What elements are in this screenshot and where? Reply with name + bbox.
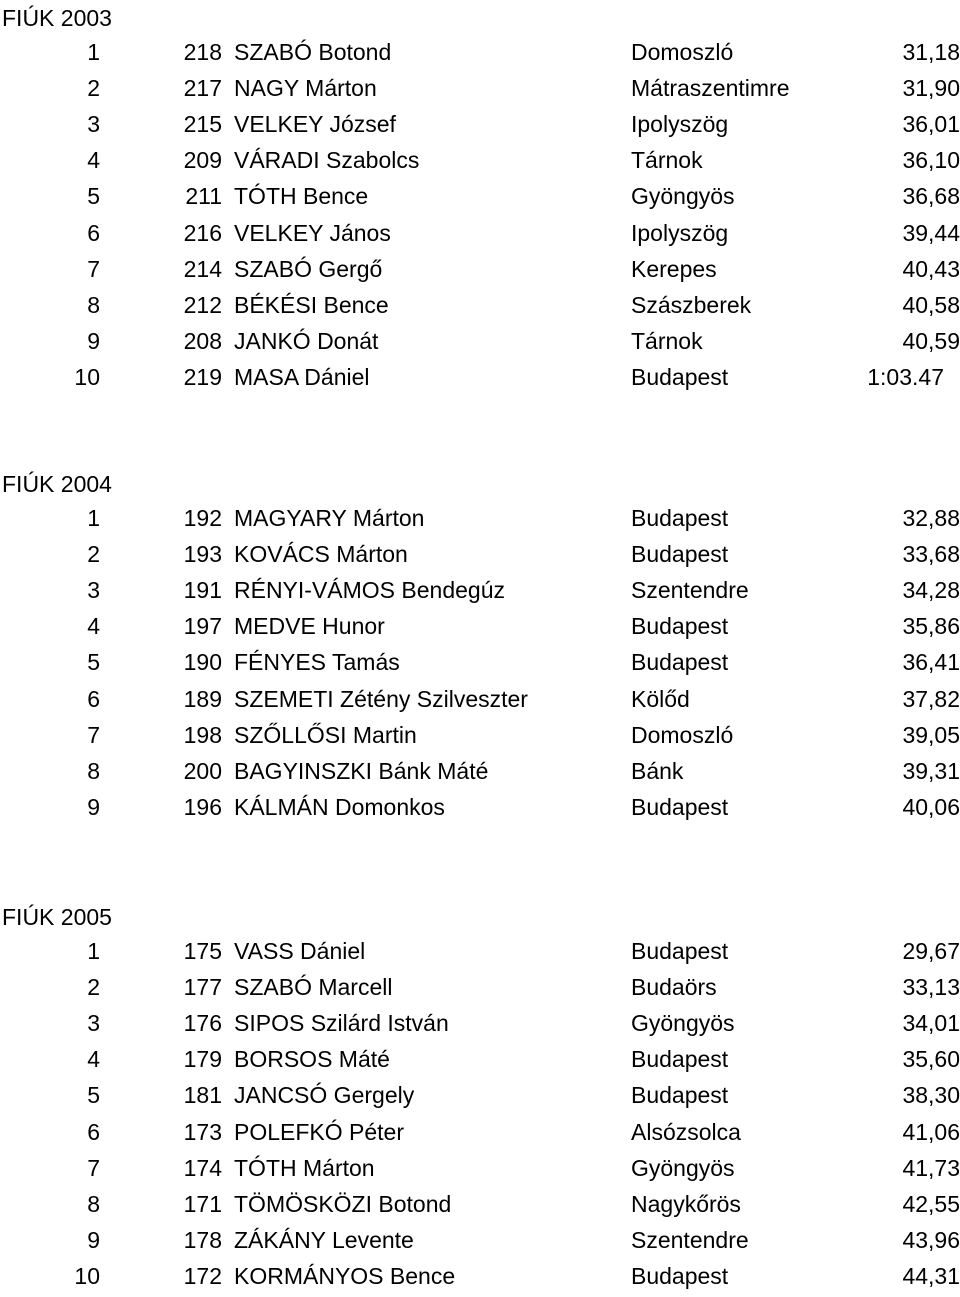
town-cell: Szentendre — [631, 577, 749, 604]
rank-cell: 8 — [87, 291, 100, 318]
bib-number-cell: 214 — [183, 255, 222, 282]
town-cell: Budapest — [631, 793, 729, 820]
town-cell: Nagykőrös — [631, 1190, 741, 1217]
town-cell: Gyöngyös — [631, 1010, 735, 1037]
result-row — [0, 789, 960, 825]
time-cell: 41,06 — [902, 1118, 960, 1145]
section-title: FIÚK 2003 — [2, 5, 112, 31]
athlete-name-cell: TÓTH Bence — [234, 183, 369, 210]
bib-number-cell: 208 — [183, 327, 222, 354]
result-row — [0, 1222, 960, 1258]
athlete-name-cell: KÁLMÁN Domonkos — [234, 793, 445, 820]
section-title: FIÚK 2005 — [2, 904, 112, 930]
time-cell: 34,01 — [902, 1010, 960, 1037]
rank-cell: 6 — [87, 685, 100, 712]
town-cell: Szászberek — [631, 291, 752, 318]
result-row — [0, 142, 960, 178]
town-cell: Budapest — [631, 613, 729, 640]
result-row — [0, 106, 960, 142]
rank-cell: 8 — [87, 1190, 100, 1217]
town-cell: Budapest — [631, 938, 729, 964]
bib-number-cell: 196 — [183, 793, 222, 820]
athlete-name-cell: BORSOS Máté — [234, 1046, 390, 1073]
rank-cell: 1 — [87, 39, 100, 65]
result-row — [0, 251, 960, 287]
result-row — [0, 1005, 960, 1041]
athlete-name-cell: ZÁKÁNY Levente — [234, 1226, 414, 1253]
time-cell: 36,10 — [902, 147, 960, 174]
bib-number-cell: 179 — [183, 1046, 222, 1073]
result-row — [0, 1041, 960, 1077]
bib-number-cell: 192 — [183, 505, 222, 531]
town-cell: Ipolyszög — [631, 111, 729, 138]
result-row — [0, 500, 960, 536]
time-cell: 39,31 — [902, 757, 960, 784]
rank-cell: 2 — [87, 541, 100, 568]
town-cell: Domoszló — [631, 721, 734, 748]
time-cell: 31,18 — [902, 39, 960, 65]
rank-cell: 2 — [87, 974, 100, 1001]
rank-cell: 7 — [87, 255, 100, 282]
result-row — [0, 359, 960, 395]
time-cell: 40,59 — [902, 327, 960, 354]
athlete-name-cell: VÁRADI Szabolcs — [234, 147, 420, 174]
time-cell: 42,55 — [902, 1190, 960, 1217]
rank-cell: 3 — [87, 1010, 100, 1037]
athlete-name-cell: KORMÁNYOS Bence — [234, 1262, 456, 1289]
athlete-name-cell: SIPOS Szilárd István — [234, 1010, 449, 1037]
bib-number-cell: 177 — [183, 974, 222, 1001]
time-cell: 29,67 — [902, 938, 960, 964]
bib-number-cell: 191 — [183, 577, 222, 604]
result-row — [0, 644, 960, 680]
rank-cell: 9 — [87, 327, 100, 354]
result-row — [0, 1150, 960, 1186]
athlete-name-cell: SZABÓ Gergő — [234, 255, 383, 282]
bib-number-cell: 209 — [183, 147, 222, 174]
time-cell: 39,05 — [902, 721, 960, 748]
athlete-name-cell: SZEMETI Zétény Szilveszter — [234, 685, 528, 712]
town-cell: Budapest — [631, 1046, 729, 1073]
rank-cell: 8 — [87, 757, 100, 784]
rank-cell: 3 — [87, 577, 100, 604]
town-cell: Budapest — [631, 649, 729, 676]
time-cell: 35,60 — [902, 1046, 960, 1073]
rank-cell: 1 — [87, 505, 100, 531]
town-cell: Budapest — [631, 1262, 729, 1289]
time-cell: 31,90 — [902, 75, 960, 102]
result-row — [0, 753, 960, 789]
time-cell: 38,30 — [902, 1082, 960, 1109]
athlete-name-cell: BAGYINSZKI Bánk Máté — [234, 757, 489, 784]
rank-cell: 6 — [87, 219, 100, 246]
athlete-name-cell: POLEFKÓ Péter — [234, 1118, 405, 1145]
time-cell: 34,28 — [902, 577, 960, 604]
bib-number-cell: 181 — [183, 1082, 222, 1109]
result-row — [0, 1114, 960, 1150]
athlete-name-cell: SZABÓ Botond — [234, 39, 392, 65]
athlete-name-cell: FÉNYES Tamás — [234, 649, 400, 676]
bib-number-cell: 174 — [183, 1154, 222, 1181]
athlete-name-cell: RÉNYI-VÁMOS Bendegúz — [234, 577, 506, 604]
section-title: FIÚK 2004 — [2, 471, 112, 497]
rank-cell: 4 — [87, 1046, 100, 1073]
town-cell: Alsózsolca — [631, 1118, 741, 1145]
time-cell: 33,13 — [902, 974, 960, 1001]
bib-number-cell: 217 — [183, 75, 222, 102]
time-cell: 39,44 — [902, 219, 960, 246]
result-row — [0, 34, 960, 70]
town-cell: Budapest — [631, 541, 729, 568]
bib-number-cell: 197 — [183, 613, 222, 640]
bib-number-cell: 178 — [183, 1226, 222, 1253]
rank-cell: 9 — [87, 1226, 100, 1253]
result-row — [0, 1077, 960, 1113]
bib-number-cell: 200 — [183, 757, 222, 784]
town-cell: Budaörs — [631, 974, 717, 1001]
athlete-name-cell: VELKEY József — [234, 111, 396, 138]
bib-number-cell: 190 — [183, 649, 222, 676]
time-cell: 33,68 — [902, 541, 960, 568]
time-cell: 1:03.47 — [867, 363, 944, 390]
time-cell: 40,06 — [902, 793, 960, 820]
time-cell: 43,96 — [902, 1226, 960, 1253]
town-cell: Gyöngyös — [631, 183, 735, 210]
result-row — [0, 572, 960, 608]
athlete-name-cell: VASS Dániel — [234, 938, 366, 964]
bib-number-cell: 193 — [183, 541, 222, 568]
bib-number-cell: 198 — [183, 721, 222, 748]
rank-cell: 3 — [87, 111, 100, 138]
rank-cell: 4 — [87, 613, 100, 640]
town-cell: Kerepes — [631, 255, 717, 282]
result-row — [0, 215, 960, 251]
athlete-name-cell: KOVÁCS Márton — [234, 541, 408, 568]
result-row — [0, 681, 960, 717]
result-row — [0, 178, 960, 214]
rank-cell: 5 — [87, 183, 100, 210]
athlete-name-cell: JANKÓ Donát — [234, 327, 379, 354]
rank-cell: 10 — [74, 363, 100, 390]
bib-number-cell: 215 — [183, 111, 222, 138]
town-cell: Domoszló — [631, 39, 734, 65]
town-cell: Ipolyszög — [631, 219, 729, 246]
athlete-name-cell: SZŐLLŐSI Martin — [234, 721, 417, 748]
rank-cell: 5 — [87, 649, 100, 676]
athlete-name-cell: SZABÓ Marcell — [234, 974, 393, 1001]
town-cell: Szentendre — [631, 1226, 749, 1253]
time-cell: 36,01 — [902, 111, 960, 138]
result-row — [0, 323, 960, 359]
result-row — [0, 608, 960, 644]
athlete-name-cell: MEDVE Hunor — [234, 613, 385, 640]
time-cell: 32,88 — [902, 505, 960, 531]
town-cell: Budapest — [631, 1082, 729, 1109]
time-cell: 36,68 — [902, 183, 960, 210]
bib-number-cell: 219 — [183, 363, 222, 390]
result-row — [0, 1186, 960, 1222]
rank-cell: 9 — [87, 793, 100, 820]
time-cell: 44,31 — [902, 1262, 960, 1289]
town-cell: Mátraszentimre — [631, 75, 790, 102]
bib-number-cell: 175 — [183, 938, 222, 964]
bib-number-cell: 189 — [183, 685, 222, 712]
athlete-name-cell: MASA Dániel — [234, 363, 370, 390]
result-row — [0, 933, 960, 969]
result-row — [0, 1258, 960, 1294]
rank-cell: 7 — [87, 1154, 100, 1181]
rank-cell: 5 — [87, 1082, 100, 1109]
result-row — [0, 969, 960, 1005]
town-cell: Gyöngyös — [631, 1154, 735, 1181]
athlete-name-cell: BÉKÉSI Bence — [234, 291, 389, 318]
bib-number-cell: 173 — [183, 1118, 222, 1145]
bib-number-cell: 212 — [183, 291, 222, 318]
town-cell: Kölőd — [631, 685, 690, 712]
town-cell: Tárnok — [631, 327, 703, 354]
town-cell: Budapest — [631, 363, 729, 390]
bib-number-cell: 216 — [183, 219, 222, 246]
rank-cell: 7 — [87, 721, 100, 748]
athlete-name-cell: VELKEY János — [234, 219, 391, 246]
time-cell: 41,73 — [902, 1154, 960, 1181]
bib-number-cell: 176 — [183, 1010, 222, 1037]
town-cell: Budapest — [631, 505, 729, 531]
rank-cell: 6 — [87, 1118, 100, 1145]
time-cell: 40,58 — [902, 291, 960, 318]
result-row — [0, 536, 960, 572]
bib-number-cell: 172 — [183, 1262, 222, 1289]
time-cell: 37,82 — [902, 685, 960, 712]
bib-number-cell: 211 — [185, 183, 222, 210]
time-cell: 40,43 — [902, 255, 960, 282]
rank-cell: 4 — [87, 147, 100, 174]
rank-cell: 2 — [87, 75, 100, 102]
athlete-name-cell: MAGYARY Márton — [234, 505, 425, 531]
athlete-name-cell: TÓTH Márton — [234, 1154, 375, 1181]
athlete-name-cell: JANCSÓ Gergely — [234, 1082, 415, 1109]
time-cell: 36,41 — [902, 649, 960, 676]
town-cell: Tárnok — [631, 147, 703, 174]
rank-cell: 1 — [87, 938, 100, 964]
time-cell: 35,86 — [902, 613, 960, 640]
town-cell: Bánk — [631, 757, 684, 784]
result-row — [0, 287, 960, 323]
athlete-name-cell: NAGY Márton — [234, 75, 377, 102]
athlete-name-cell: TÖMÖSKÖZI Botond — [234, 1190, 452, 1217]
rank-cell: 10 — [74, 1262, 100, 1289]
bib-number-cell: 218 — [183, 39, 222, 65]
bib-number-cell: 171 — [183, 1190, 222, 1217]
result-row — [0, 70, 960, 106]
result-row — [0, 717, 960, 753]
